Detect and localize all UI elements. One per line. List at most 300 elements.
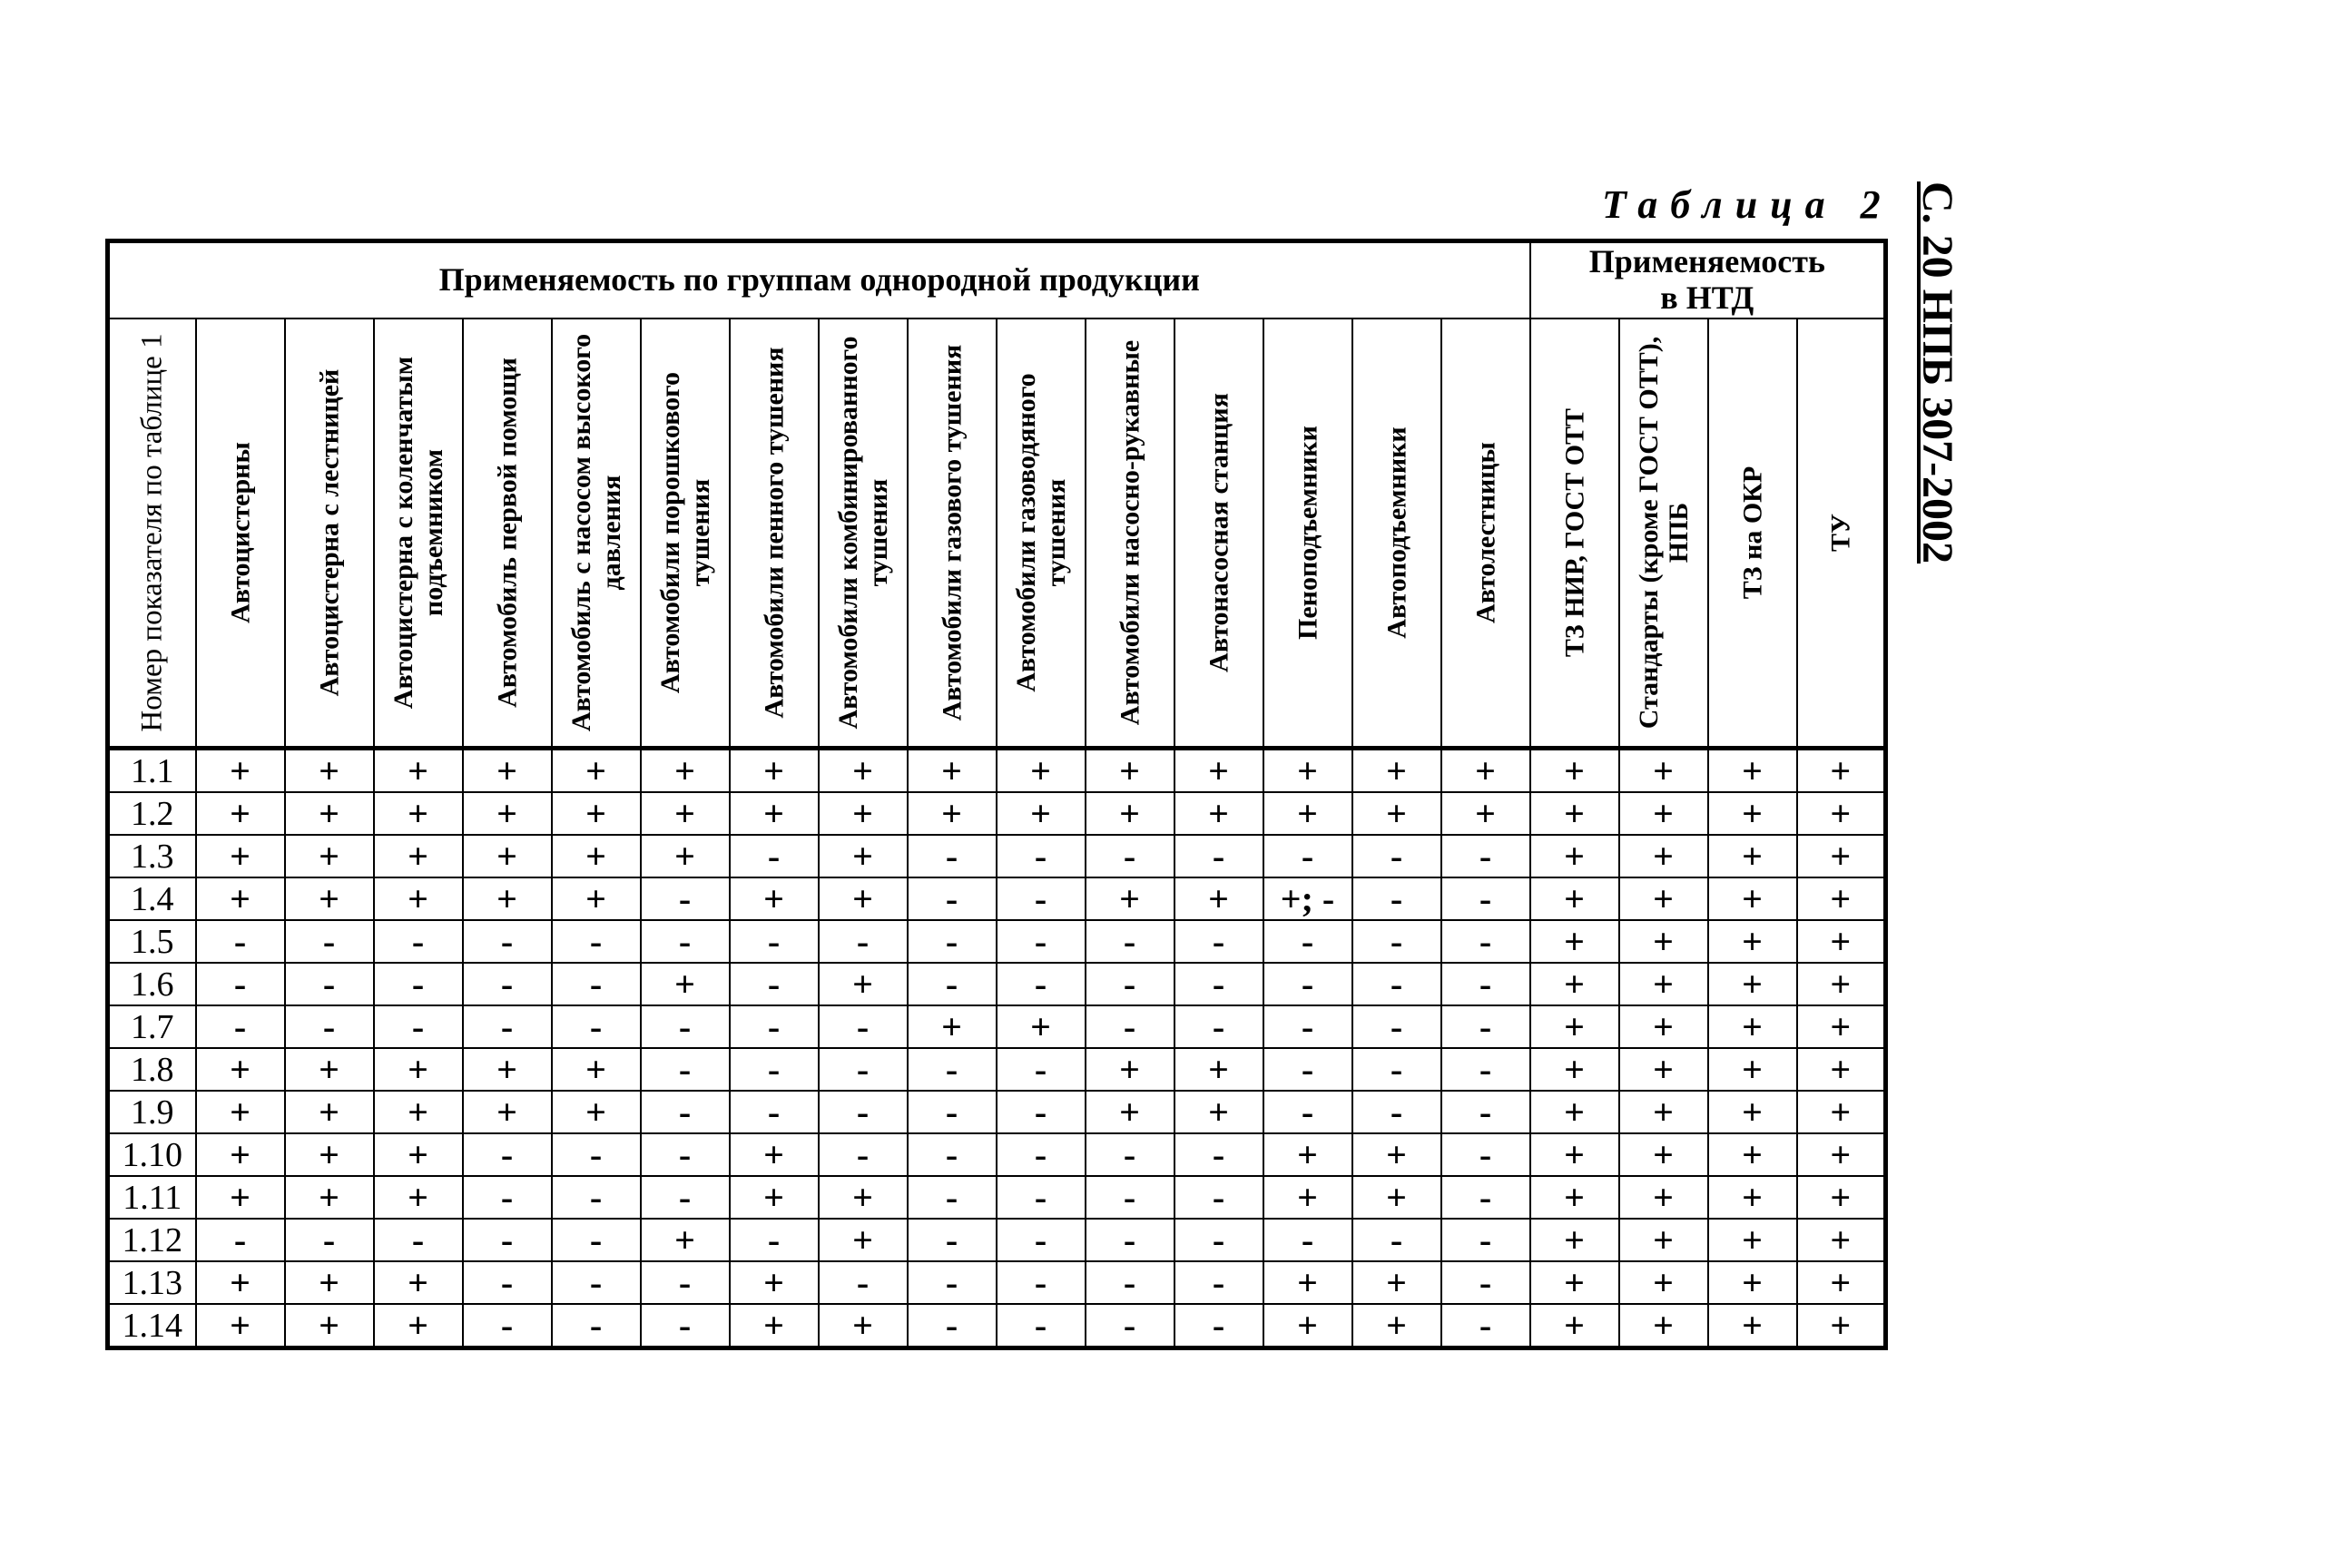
table-cell: + (1263, 1304, 1352, 1348)
table-cell: - (1441, 1304, 1530, 1348)
column-header (1263, 318, 1352, 749)
table-cell: + (1174, 792, 1263, 835)
table-cell: + (908, 749, 997, 793)
table-cell: - (1352, 963, 1441, 1005)
table-cell: + (552, 1048, 641, 1091)
table-cell: - (1352, 920, 1441, 963)
table-cell: - (1174, 1261, 1263, 1304)
table-cell: - (1352, 1091, 1441, 1133)
table-cell: - (908, 1048, 997, 1091)
table-cell: - (463, 1133, 552, 1176)
table-cell: - (908, 1133, 997, 1176)
table-cell: + (1619, 1005, 1708, 1048)
table-cell: - (463, 920, 552, 963)
column-header (374, 318, 463, 749)
row-number: 1.2 (108, 792, 196, 835)
table-cell: - (463, 1261, 552, 1304)
table-cell: + (1263, 792, 1352, 835)
table-cell: - (997, 1219, 1086, 1261)
group-header-products: Применяемость по группам однородной продукции (108, 241, 1530, 319)
table-cell: - (730, 920, 819, 963)
table-cell: - (552, 1304, 641, 1348)
table-cell: + (1797, 1005, 1886, 1048)
table-cell: - (997, 1091, 1086, 1133)
table-cell: + (908, 1005, 997, 1048)
column-header-label: Автомобили пенного тушения (759, 347, 789, 719)
table-cell: + (997, 749, 1086, 793)
table-cell: - (1174, 1219, 1263, 1261)
table-cell: - (1263, 1219, 1352, 1261)
table-cell: + (1619, 1219, 1708, 1261)
table-cell: - (641, 1261, 730, 1304)
table-cell: + (819, 1304, 908, 1348)
table-cell: + (1708, 1176, 1797, 1219)
table-cell: - (463, 1219, 552, 1261)
table-cell: - (908, 1261, 997, 1304)
row-number: 1.12 (108, 1219, 196, 1261)
table-cell: + (1530, 1176, 1619, 1219)
table-cell: + (1708, 792, 1797, 835)
table-cell: - (1441, 1091, 1530, 1133)
column-header-label: Автоцистерны (225, 442, 255, 623)
table-cell: + (1708, 1048, 1797, 1091)
table-cell: - (1441, 1261, 1530, 1304)
table-cell: + (1797, 877, 1886, 920)
table-cell: + (374, 877, 463, 920)
column-header (1797, 318, 1886, 749)
row-number: 1.3 (108, 835, 196, 877)
table-cell: - (1086, 835, 1174, 877)
table-cell: + (1708, 1005, 1797, 1048)
table-cell: - (1441, 1176, 1530, 1219)
table-cell: - (641, 1091, 730, 1133)
table-cell: - (908, 1176, 997, 1219)
table-cell: - (552, 1133, 641, 1176)
column-header-label: Автомобиль с насосом высокого давления (565, 333, 626, 732)
table-cell: + (1619, 749, 1708, 793)
table-cell: - (908, 963, 997, 1005)
table-cell: + (1530, 1133, 1619, 1176)
table-cell: + (908, 792, 997, 835)
table-cell: + (730, 877, 819, 920)
table-cell: + (641, 1219, 730, 1261)
table-cell: + (1086, 1091, 1174, 1133)
table-cell: - (463, 1304, 552, 1348)
table-cell: - (997, 963, 1086, 1005)
table-cell: + (819, 1176, 908, 1219)
column-header-label: Автоцистерна с лестницей (314, 368, 344, 697)
table-cell: - (997, 1133, 1086, 1176)
table-cell: + (1797, 1091, 1886, 1133)
table-row (108, 749, 1886, 793)
column-header (1086, 318, 1174, 749)
table-cell: + (1619, 1261, 1708, 1304)
table-cell: - (908, 1304, 997, 1348)
row-number: 1.7 (108, 1005, 196, 1048)
column-header-label: Автомобили газоводяного тушения (1010, 373, 1071, 692)
table-row (108, 1304, 1886, 1348)
table-cell: - (196, 963, 285, 1005)
table-cell: + (285, 792, 374, 835)
table-cell: + (1708, 749, 1797, 793)
table-cell: - (1263, 1048, 1352, 1091)
table-cell: - (908, 877, 997, 920)
table-cell: + (1174, 877, 1263, 920)
table-row (108, 1091, 1886, 1133)
table-cell: + (463, 792, 552, 835)
column-header (1708, 318, 1797, 749)
table-cell: + (1708, 1304, 1797, 1348)
table-cell: + (552, 835, 641, 877)
table-cell: + (1530, 1219, 1619, 1261)
table-cell: - (1263, 1005, 1352, 1048)
column-header-label: Номер показателя по таблице 1 (135, 333, 169, 732)
table-cell: - (1263, 963, 1352, 1005)
table-cell: + (1797, 792, 1886, 835)
table-cell: + (374, 1304, 463, 1348)
column-header-label: Автомобили порошкового тушения (654, 371, 715, 694)
table-cell: + (1619, 1091, 1708, 1133)
table-row (108, 963, 1886, 1005)
table-cell: - (1441, 835, 1530, 877)
table-cell: + (1441, 749, 1530, 793)
table-cell: + (1174, 749, 1263, 793)
column-header-label: Автомобили насосно-рукавные (1115, 339, 1145, 726)
table-row (108, 1005, 1886, 1048)
table-cell: - (997, 1304, 1086, 1348)
table-cell: + (1530, 963, 1619, 1005)
table-cell: - (285, 1219, 374, 1261)
table-cell: - (997, 835, 1086, 877)
table-cell: + (1263, 1261, 1352, 1304)
table-cell: - (819, 1261, 908, 1304)
table-cell: - (997, 1176, 1086, 1219)
column-header (463, 318, 552, 749)
table-cell: + (1441, 792, 1530, 835)
column-header (730, 318, 819, 749)
table-cell: + (1530, 1091, 1619, 1133)
column-header-label: Автомобиль первой помощи (492, 358, 522, 708)
table-cell: - (1352, 877, 1441, 920)
table-cell: - (730, 1091, 819, 1133)
table-row (108, 1133, 1886, 1176)
row-number: 1.5 (108, 920, 196, 963)
table-cell: - (463, 1176, 552, 1219)
row-number: 1.6 (108, 963, 196, 1005)
table-cell: - (1352, 1048, 1441, 1091)
table-cell: + (285, 1261, 374, 1304)
row-number: 1.4 (108, 877, 196, 920)
column-header (552, 318, 641, 749)
column-header-label: Автолестницы (1470, 442, 1500, 623)
table-cell: + (1530, 749, 1619, 793)
table-cell: + (641, 792, 730, 835)
table-cell: + (730, 792, 819, 835)
table-cell: + (1530, 877, 1619, 920)
table-cell: - (1174, 963, 1263, 1005)
table-cell: - (730, 963, 819, 1005)
table-cell: + (285, 877, 374, 920)
table-cell: - (1441, 1219, 1530, 1261)
table-cell: + (1797, 749, 1886, 793)
table-cell: + (374, 792, 463, 835)
row-number: 1.10 (108, 1133, 196, 1176)
table-cell: + (196, 1176, 285, 1219)
table-cell: + (196, 1048, 285, 1091)
column-header (908, 318, 997, 749)
table-cell: - (1174, 835, 1263, 877)
table-cell: + (641, 835, 730, 877)
table-cell: - (463, 1005, 552, 1048)
table-row (108, 792, 1886, 835)
table-cell: - (1441, 1005, 1530, 1048)
table-cell: + (1708, 1261, 1797, 1304)
table-cell: + (1086, 792, 1174, 835)
table-cell: - (730, 835, 819, 877)
table-cell: - (1086, 1261, 1174, 1304)
table-cell: - (641, 877, 730, 920)
table-cell: + (463, 749, 552, 793)
table-cell: + (1619, 835, 1708, 877)
table-cell: + (1352, 1304, 1441, 1348)
table-cell: + (1174, 1091, 1263, 1133)
table-cell: + (1530, 1304, 1619, 1348)
table-cell: - (997, 877, 1086, 920)
table-cell: - (196, 1005, 285, 1048)
table-cell: + (1174, 1048, 1263, 1091)
table-cell: - (997, 920, 1086, 963)
table-cell: - (374, 1219, 463, 1261)
table-cell: - (1352, 1005, 1441, 1048)
table-cell: + (374, 1048, 463, 1091)
row-number: 1.9 (108, 1091, 196, 1133)
table-cell: - (1441, 1048, 1530, 1091)
table-cell: + (1708, 1219, 1797, 1261)
table-cell: - (552, 963, 641, 1005)
table-cell: + (819, 963, 908, 1005)
table-cell: + (1352, 1133, 1441, 1176)
table-cell: - (1441, 1133, 1530, 1176)
table-cell: + (463, 877, 552, 920)
table-cell: - (285, 963, 374, 1005)
table-cell: + (1530, 835, 1619, 877)
table-cell: + (552, 1091, 641, 1133)
table-cell: + (1619, 792, 1708, 835)
column-header (285, 318, 374, 749)
table-cell: + (196, 835, 285, 877)
table-cell: + (196, 792, 285, 835)
table-cell: - (908, 1091, 997, 1133)
table-cell: + (463, 1091, 552, 1133)
table-cell: - (819, 1091, 908, 1133)
table-cell: + (1797, 1304, 1886, 1348)
column-header (1530, 318, 1619, 749)
column-header (641, 318, 730, 749)
table-cell: + (1619, 963, 1708, 1005)
table-cell: + (1797, 1219, 1886, 1261)
table-cell: - (1086, 963, 1174, 1005)
table-cell: - (1086, 1005, 1174, 1048)
table-cell: + (285, 1176, 374, 1219)
table-row (108, 877, 1886, 920)
table-cell: - (552, 920, 641, 963)
table-cell: + (730, 1176, 819, 1219)
table-cell: + (374, 749, 463, 793)
table-cell: + (1263, 749, 1352, 793)
table-cell: + (1530, 1048, 1619, 1091)
column-header (819, 318, 908, 749)
table-cell: - (1441, 877, 1530, 920)
applicability-table (105, 239, 1888, 1350)
table-cell: + (374, 835, 463, 877)
table-cell: + (1619, 1133, 1708, 1176)
table-cell: + (1263, 1176, 1352, 1219)
table-cell: + (1797, 835, 1886, 877)
table-cell: + (1263, 1133, 1352, 1176)
table-cell: + (819, 835, 908, 877)
table-cell: - (1441, 963, 1530, 1005)
table-cell: + (463, 835, 552, 877)
table-cell: + (552, 877, 641, 920)
table-cell: + (1708, 877, 1797, 920)
table-cell: + (819, 792, 908, 835)
table-cell: + (1797, 963, 1886, 1005)
table-cell: + (374, 1176, 463, 1219)
table-cell: - (1352, 835, 1441, 877)
table-cell: - (819, 920, 908, 963)
table-cell: + (1619, 1304, 1708, 1348)
table-cell: - (1174, 1176, 1263, 1219)
table-cell: + (1619, 920, 1708, 963)
table-cell: - (730, 1219, 819, 1261)
column-header-label: ТЗ НИР, ГОСТ ОТТ (1559, 407, 1589, 658)
table-cell: - (908, 920, 997, 963)
table-cell: - (641, 1005, 730, 1048)
table-cell: - (641, 1133, 730, 1176)
column-header (1441, 318, 1530, 749)
table-cell: - (1352, 1219, 1441, 1261)
table-cell: - (552, 1261, 641, 1304)
table-cell: + (730, 749, 819, 793)
table-cell: + (1086, 877, 1174, 920)
table-cell: - (641, 920, 730, 963)
table-cell: + (1708, 835, 1797, 877)
table-cell: + (730, 1304, 819, 1348)
table-cell: - (641, 1176, 730, 1219)
table-cell: - (552, 1176, 641, 1219)
table-cell: - (1086, 1176, 1174, 1219)
column-header-label: Пеноподъемники (1292, 426, 1322, 640)
table-cell: + (1352, 1176, 1441, 1219)
table-cell: + (1619, 877, 1708, 920)
column-header-label: ТЗ на ОКР (1737, 466, 1767, 600)
table-cell: - (1263, 835, 1352, 877)
column-header (997, 318, 1086, 749)
page-header-text: С. 20 НПБ 307-2002 (1913, 181, 1961, 564)
row-number: 1.11 (108, 1176, 196, 1219)
table-cell: + (819, 749, 908, 793)
table-cell: - (1441, 920, 1530, 963)
table-cell: + (997, 792, 1086, 835)
table-cell: + (552, 792, 641, 835)
table-cell: - (997, 1048, 1086, 1091)
table-cell: + (730, 1133, 819, 1176)
table-row (108, 1048, 1886, 1091)
table-cell: + (1352, 1261, 1441, 1304)
table-cell: + (1352, 749, 1441, 793)
column-header (1174, 318, 1263, 749)
table-cell: - (552, 1219, 641, 1261)
row-number: 1.13 (108, 1261, 196, 1304)
table-cell: - (1174, 1304, 1263, 1348)
row-number: 1.8 (108, 1048, 196, 1091)
table-title: Таблица 2 (1602, 182, 1893, 227)
table-cell: - (1263, 920, 1352, 963)
table-cell: - (908, 1219, 997, 1261)
table-cell: - (819, 1048, 908, 1091)
column-header-label: Стандарты (кроме ГОСТ ОТТ), НПБ (1633, 336, 1694, 730)
table-cell: - (1086, 1219, 1174, 1261)
table-cell: + (1708, 1133, 1797, 1176)
table-cell: - (730, 1048, 819, 1091)
table-cell: + (374, 1091, 463, 1133)
table-cell: - (285, 1005, 374, 1048)
table-cell: + (1797, 1176, 1886, 1219)
table-cell: - (997, 1261, 1086, 1304)
table-cell: + (374, 1261, 463, 1304)
table-cell: + (1708, 1091, 1797, 1133)
table-cell: - (1086, 1304, 1174, 1348)
column-header-label: Автоцистерна с коленчатым подъемником (388, 356, 448, 710)
column-header-label: ТУ (1825, 513, 1856, 553)
table-cell: + (196, 749, 285, 793)
table-cell: + (1797, 1261, 1886, 1304)
table-cell: + (1797, 1133, 1886, 1176)
table-cell: - (374, 920, 463, 963)
table-cell: + (196, 1133, 285, 1176)
table-cell: - (374, 1005, 463, 1048)
table-cell: + (1530, 1261, 1619, 1304)
table-cell: - (1174, 920, 1263, 963)
table-cell: + (285, 749, 374, 793)
column-header-label: Автонасосная станция (1204, 393, 1233, 672)
table-cell: - (908, 835, 997, 877)
row-number: 1.1 (108, 749, 196, 793)
table-cell: + (641, 963, 730, 1005)
table-cell: + (196, 1304, 285, 1348)
column-header (1619, 318, 1708, 749)
column-header-label: Автомобили комбинированного тушения (832, 336, 893, 730)
table-cell: - (1086, 1133, 1174, 1176)
table-cell: + (285, 835, 374, 877)
table-cell: + (730, 1261, 819, 1304)
table-row (108, 835, 1886, 877)
column-header (196, 318, 285, 749)
table-cell: + (285, 1091, 374, 1133)
table-cell: + (196, 1091, 285, 1133)
table-cell: - (819, 1133, 908, 1176)
table-cell: - (374, 963, 463, 1005)
table-cell: + (1708, 963, 1797, 1005)
table-cell: - (285, 920, 374, 963)
table-cell: + (285, 1133, 374, 1176)
table-row (108, 1176, 1886, 1219)
page-header (1913, 181, 2000, 590)
table-cell: + (997, 1005, 1086, 1048)
column-header-label: Автоподъемники (1381, 426, 1411, 639)
table-cell: + (285, 1304, 374, 1348)
table-cell: - (196, 920, 285, 963)
